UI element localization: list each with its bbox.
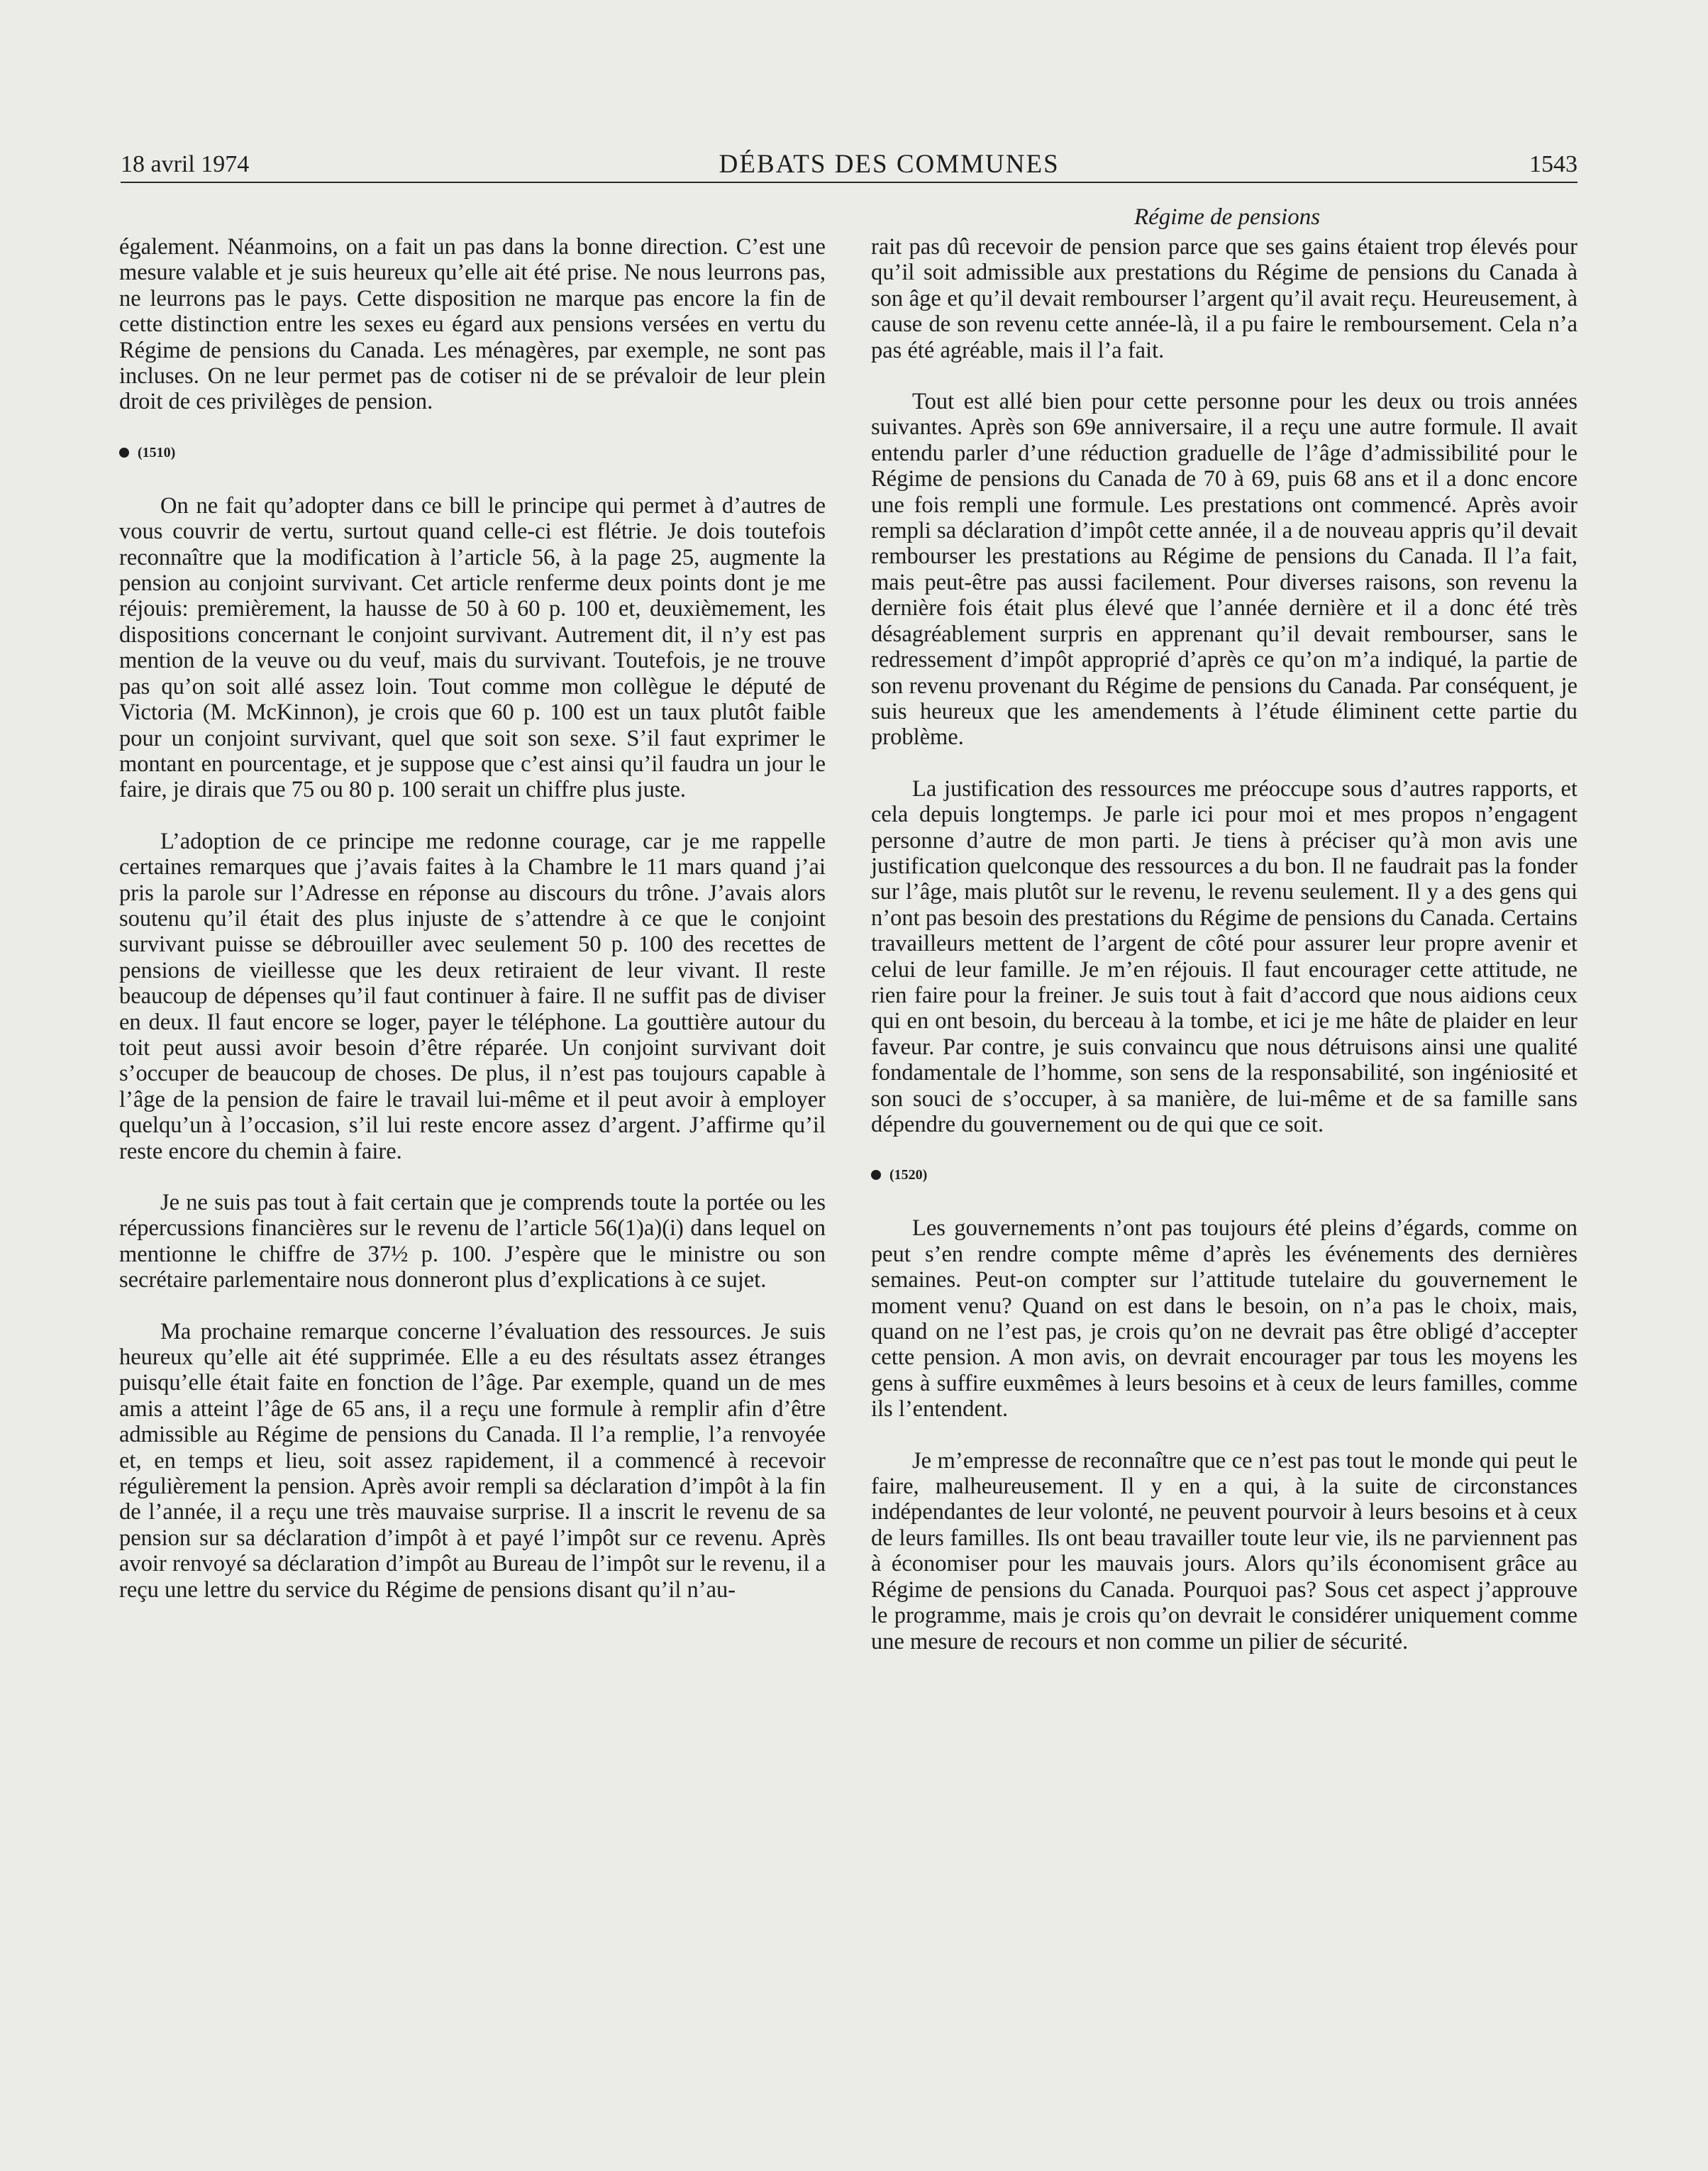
- time-marker-label: (1520): [889, 1167, 928, 1183]
- right-column: [871, 234, 1577, 1655]
- running-head: Régime de pensions: [1133, 204, 1321, 230]
- paragraph: Ma prochaine remarque concerne l’évaluation des ressources. Je suis heureux qu’elle ait été supprimée. Elle a eu des résultats assez étranges puisqu’elle était faite en fonction de l’âge. Par exemple, quand un de mes amis a atteint l’âge de 65 ans, il a reçu une formule à remplir afin d’être admissible au Régime de pensions du Canada. Il l’a remplie, l’a renvoyée et, en temps et lieu, soit assez rapidement, il a commencé à recevoir régulièrement la pension. Après avoir rempli sa déclaration d’impôt à la fin de l’année, il a reçu une très mauvaise surprise. Il a inscrit le revenu de sa pension sur sa déclaration d’impôt à et payé l’impôt sur ce revenu. Après avoir renvoyé sa déclaration d’impôt au Bureau de l’impôt sur le revenu, il a reçu une lettre du service du Régime de pensions disant qu’il n’au-: [119, 1318, 826, 1603]
- paragraph: Les gouvernements n’ont pas toujours été pleins d’égards, comme on peut s’en rendre compte même d’après les événements des dernières semaines. Peut-on compter sur l’attitude tutelaire du gouvernement le moment venu? Quand on est dans le besoin, on n’a pas le choix, mais, quand on ne l’est pas, je crois qu’on ne devrait pas être obligé d’accepter cette pension. A mon avis, on devrait encourager par tous les moyens les gens à suffire euxmêmes à leurs besoins et à ceux de leurs familles, comme ils l’entendent.: [871, 1215, 1577, 1423]
- bullet-icon: [871, 1170, 881, 1180]
- left-column: [119, 234, 826, 1603]
- time-marker-label: (1510): [138, 444, 176, 460]
- time-marker: [871, 1166, 1577, 1184]
- paragraph: également. Néanmoins, on a fait un pas dans la bonne direction. C’est une mesure valable et je suis heureux qu’elle ait été prise. Ne nous leurrons pas, ne leurrons pas le pays. Cette disposition ne marque pas encore la fin de cette distinction entre les sexes eu égard aux pensions versées en vertu du Régime de pensions du Canada. Les ménagères, par exemple, ne sont pas incluses. On ne leur permet pas de cotiser ni de se prévaloir de leur plein droit de ces privilèges de pension.: [119, 234, 826, 415]
- time-marker: [119, 443, 826, 462]
- header-date: 18 avril 1974: [121, 151, 250, 177]
- paragraph: rait pas dû recevoir de pension parce que ses gains étaient trop élevés pour qu’il soit admissible aux prestations du Régime de pensions du Canada à son âge et qu’il devait rembourser l’argent qu’il avait reçu. Heureusement, à cause de son revenu cette année-là, il a pu faire le remboursement. Cela n’a pas été agréable, mais il l’a fait.: [871, 234, 1577, 363]
- paragraph: L’adoption de ce principe me redonne courage, car je me rappelle certaines remarques que j’avais faites à la Chambre le 11 mars quand j’ai pris la parole sur l’Adresse en réponse au discours du trône. J’avais alors soutenu qu’il était des plus injuste de s’attendre à ce que le conjoint survivant puisse se débrouiller avec seulement 50 p. 100 des recettes de pensions de vieillesse que les deux retiraient de leur vivant. Il reste beaucoup de dépenses qu’il faut continuer à faire. Il ne suffit pas de diviser en deux. Il faut encore se loger, payer le téléphone. La gouttière autour du toit peut aussi avoir besoin d’être réparée. Un conjoint survivant doit s’occuper de beaucoup de choses. De plus, il n’est pas toujours capable à l’âge de la pension de faire le travail lui-même et il peut avoir à employer quelqu’un à l’occasion, s’il lui reste encore assez d’argent. J’affirme qu’il reste encore du chemin à faire.: [119, 828, 826, 1164]
- page-number: 1543: [1529, 151, 1577, 177]
- paragraph: Je m’empresse de reconnaître que ce n’est pas tout le monde qui peut le faire, malheureusement. Il y en a qui, à la suite de circonstances indépendantes de leur volonté, ne peuvent pourvoir à leurs besoins et à ceux de leurs familles. Ils ont beau travailler toute leur vie, ils ne parviennent pas à économiser pour les mauvais jours. Alors qu’ils économisent grâce au Régime de pensions du Canada. Pourquoi pas? Sous cet aspect j’approuve le programme, mais je crois qu’on devrait le considérer uniquement comme une mesure de recours et non comme un pilier de sécurité.: [871, 1447, 1577, 1655]
- paragraph: Je ne suis pas tout à fait certain que je comprends toute la portée ou les répercussions financières sur le revenu de l’article 56(1)a)(i) dans lequel on mentionne le chiffre de 37½ p. 100. J’espère que le ministre ou son secrétaire parlementaire nous donneront plus d’explications à ce sujet.: [119, 1190, 826, 1293]
- paragraph: La justification des ressources me préoccupe sous d’autres rapports, et cela depuis longtemps. Je parle ici pour moi et mes propos n’engagent personne d’autre de mon parti. Je tiens à préciser qu’à mon avis une justification quelconque des ressources a du bon. Il ne faudrait pas la fonder sur l’âge, mais plutôt sur le revenu, le revenu seulement. Il y a des gens qui n’ont pas besoin des prestations du Régime de pensions du Canada. Certains travailleurs mettent de l’argent de côté pour assurer leur propre avenir et celui de leur famille. Je m’en réjouis. Il faut encourager cette attitude, ne rien faire pour la freiner. Je suis tout à fait d’accord que nous aidions ceux qui en ont besoin, du berceau à la tombe, et ici je me hâte de plaider en leur faveur. Par contre, je suis convaincu que nous détruisons ainsi une qualité fondamentale de l’homme, son sens de la responsabilité, son ingéniosité et son souci de s’occuper, à sa manière, de lui-même et de sa famille sans dépendre du gouvernement ou de qui que ce soit.: [871, 775, 1577, 1137]
- page-header: [121, 139, 1577, 183]
- paragraph: Tout est allé bien pour cette personne pour les deux ou trois années suivantes. Après son 69e anniversaire, il a reçu une autre formule. Il avait entendu parler d’une réduction graduelle de l’âge d’admissibilité pour le Régime de pensions du Canada de 70 à 69, puis 68 ans et il a donc encore une fois rempli une formule. Les prestations ont commencé. Après avoir rempli sa déclaration d’impôt cette année, il a de nouveau appris qu’il devait rembourser les prestations au Régime de pensions du Canada. Il l’a fait, mais peut-être pas aussi facilement. Pour diverses raisons, son revenu la dernière fois était plus élevé que l’année dernière et il a donc été très désagréablement surpris en apprenant qu’il devait rembourser, sans le redressement d’impôt approprié d’après ce qu’on m’a indiqué, la partie de son revenu provenant du Régime de pensions du Canada. Par conséquent, je suis heureux que les amendements à l’étude éliminent cette partie du problème.: [871, 389, 1577, 751]
- paragraph: On ne fait qu’adopter dans ce bill le principe qui permet à d’autres de vous couvrir de vertu, surtout quand celle-ci est flétrie. Je dois toutefois reconnaître que la modification à l’article 56, à la page 25, augmente la pension au conjoint survivant. Cet article renferme deux points dont je me réjouis: premièrement, la hausse de 50 à 60 p. 100 et, deuxièmement, les dispositions concernant le conjoint survivant. Autrement dit, il n’y est pas mention de la veuve ou du veuf, mais du survivant. Toutefois, je ne trouve pas qu’on soit allé assez loin. Tout comme mon collègue le député de Victoria (M. McKinnon), je crois que 60 p. 100 est un taux plutôt faible pour un conjoint survivant, quel que soit son sexe. S’il faut exprimer le montant en pourcentage, et je suppose que c’est ainsi qu’il faudra un jour le faire, je dirais que 75 ou 80 p. 100 serait un chiffre plus juste.: [119, 492, 826, 803]
- bullet-icon: [119, 448, 129, 458]
- header-title: DÉBATS DES COMMUNES: [719, 150, 1060, 179]
